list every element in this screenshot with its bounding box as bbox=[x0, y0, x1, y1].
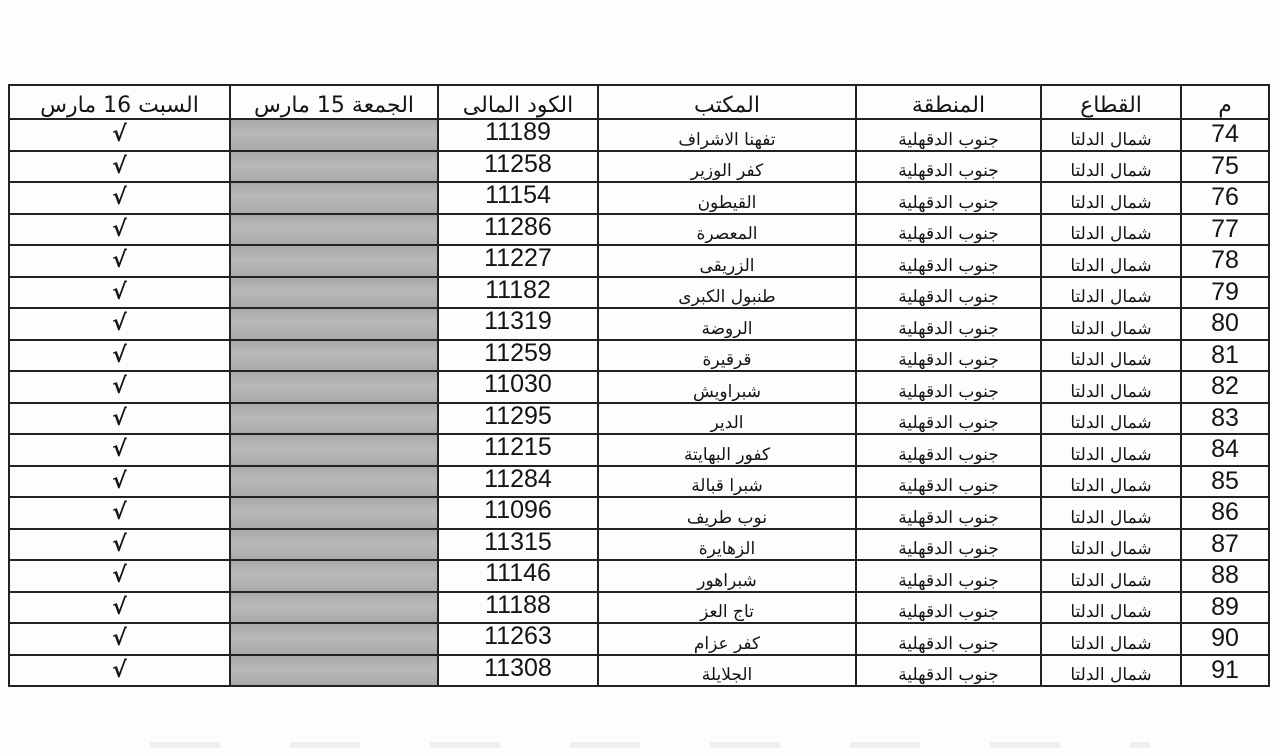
table-row bbox=[9, 245, 1269, 277]
saturday-check-cell: √ bbox=[9, 151, 230, 183]
region-cell: جنوب الدقهلية bbox=[856, 371, 1041, 403]
office-cell: تفهنا الاشراف bbox=[598, 119, 856, 151]
header-region: المنطقة bbox=[856, 85, 1041, 119]
sector-cell: شمال الدلتا bbox=[1041, 308, 1181, 340]
header-saturday: السبت 16 مارس bbox=[9, 85, 230, 119]
office-cell: كفور البهايتة bbox=[598, 434, 856, 466]
saturday-check-cell: √ bbox=[9, 214, 230, 246]
table-row bbox=[9, 308, 1269, 340]
code-cell: 11295 bbox=[438, 403, 598, 435]
friday-cell bbox=[230, 655, 438, 687]
office-cell: كفر عزام bbox=[598, 623, 856, 655]
table-body bbox=[9, 119, 1269, 686]
row-number: 85 bbox=[1181, 466, 1269, 498]
sector-cell: شمال الدلتا bbox=[1041, 340, 1181, 372]
office-cell: الزريقى bbox=[598, 245, 856, 277]
row-number: 80 bbox=[1181, 308, 1269, 340]
row-number: 83 bbox=[1181, 403, 1269, 435]
office-cell: كفر الوزير bbox=[598, 151, 856, 183]
code-cell: 11308 bbox=[438, 655, 598, 687]
saturday-check-cell: √ bbox=[9, 245, 230, 277]
table-row bbox=[9, 655, 1269, 687]
saturday-check-cell: √ bbox=[9, 340, 230, 372]
friday-cell bbox=[230, 592, 438, 624]
friday-cell bbox=[230, 434, 438, 466]
saturday-check-cell: √ bbox=[9, 277, 230, 309]
sector-cell: شمال الدلتا bbox=[1041, 151, 1181, 183]
table-header-row bbox=[9, 85, 1269, 119]
friday-cell bbox=[230, 308, 438, 340]
table-row bbox=[9, 434, 1269, 466]
friday-cell bbox=[230, 214, 438, 246]
row-number: 89 bbox=[1181, 592, 1269, 624]
office-cell: قرقيرة bbox=[598, 340, 856, 372]
office-cell: الزهايرة bbox=[598, 529, 856, 561]
code-cell: 11258 bbox=[438, 151, 598, 183]
row-number: 90 bbox=[1181, 623, 1269, 655]
code-cell: 11189 bbox=[438, 119, 598, 151]
row-number: 82 bbox=[1181, 371, 1269, 403]
row-number: 79 bbox=[1181, 277, 1269, 309]
sector-cell: شمال الدلتا bbox=[1041, 466, 1181, 498]
saturday-check-cell: √ bbox=[9, 529, 230, 561]
saturday-check-cell: √ bbox=[9, 434, 230, 466]
office-cell: طنبول الكبرى bbox=[598, 277, 856, 309]
code-cell: 11284 bbox=[438, 466, 598, 498]
friday-cell bbox=[230, 403, 438, 435]
region-cell: جنوب الدقهلية bbox=[856, 655, 1041, 687]
code-cell: 11319 bbox=[438, 308, 598, 340]
region-cell: جنوب الدقهلية bbox=[856, 119, 1041, 151]
code-cell: 11263 bbox=[438, 623, 598, 655]
friday-cell bbox=[230, 371, 438, 403]
region-cell: جنوب الدقهلية bbox=[856, 403, 1041, 435]
sector-cell: شمال الدلتا bbox=[1041, 245, 1181, 277]
region-cell: جنوب الدقهلية bbox=[856, 308, 1041, 340]
region-cell: جنوب الدقهلية bbox=[856, 466, 1041, 498]
table-row bbox=[9, 466, 1269, 498]
header-num: م bbox=[1181, 85, 1269, 119]
friday-cell bbox=[230, 623, 438, 655]
code-cell: 11315 bbox=[438, 529, 598, 561]
region-cell: جنوب الدقهلية bbox=[856, 245, 1041, 277]
office-cell: الجلايلة bbox=[598, 655, 856, 687]
region-cell: جنوب الدقهلية bbox=[856, 529, 1041, 561]
sector-cell: شمال الدلتا bbox=[1041, 592, 1181, 624]
friday-cell bbox=[230, 182, 438, 214]
code-cell: 11030 bbox=[438, 371, 598, 403]
saturday-check-cell: √ bbox=[9, 623, 230, 655]
row-number: 74 bbox=[1181, 119, 1269, 151]
saturday-check-cell: √ bbox=[9, 371, 230, 403]
table-row bbox=[9, 182, 1269, 214]
region-cell: جنوب الدقهلية bbox=[856, 151, 1041, 183]
row-number: 75 bbox=[1181, 151, 1269, 183]
office-cell: شبرا قبالة bbox=[598, 466, 856, 498]
friday-cell bbox=[230, 340, 438, 372]
saturday-check-cell: √ bbox=[9, 308, 230, 340]
code-cell: 11215 bbox=[438, 434, 598, 466]
friday-cell bbox=[230, 245, 438, 277]
friday-cell bbox=[230, 466, 438, 498]
friday-cell bbox=[230, 119, 438, 151]
region-cell: جنوب الدقهلية bbox=[856, 277, 1041, 309]
region-cell: جنوب الدقهلية bbox=[856, 623, 1041, 655]
code-cell: 11188 bbox=[438, 592, 598, 624]
sector-cell: شمال الدلتا bbox=[1041, 623, 1181, 655]
table-row bbox=[9, 560, 1269, 592]
code-cell: 11259 bbox=[438, 340, 598, 372]
code-cell: 11182 bbox=[438, 277, 598, 309]
saturday-check-cell: √ bbox=[9, 655, 230, 687]
code-cell: 11154 bbox=[438, 182, 598, 214]
friday-cell bbox=[230, 497, 438, 529]
table-row bbox=[9, 623, 1269, 655]
code-cell: 11096 bbox=[438, 497, 598, 529]
office-cell: شبراهور bbox=[598, 560, 856, 592]
friday-cell bbox=[230, 151, 438, 183]
region-cell: جنوب الدقهلية bbox=[856, 434, 1041, 466]
header-office: المكتب bbox=[598, 85, 856, 119]
table-row bbox=[9, 340, 1269, 372]
row-number: 87 bbox=[1181, 529, 1269, 561]
friday-cell bbox=[230, 277, 438, 309]
region-cell: جنوب الدقهلية bbox=[856, 182, 1041, 214]
office-cell: الروضة bbox=[598, 308, 856, 340]
header-code: الكود المالى bbox=[438, 85, 598, 119]
table-row bbox=[9, 403, 1269, 435]
table-row bbox=[9, 214, 1269, 246]
sector-cell: شمال الدلتا bbox=[1041, 277, 1181, 309]
row-number: 91 bbox=[1181, 655, 1269, 687]
table-row bbox=[9, 592, 1269, 624]
sector-cell: شمال الدلتا bbox=[1041, 529, 1181, 561]
table-row bbox=[9, 119, 1269, 151]
table-row bbox=[9, 529, 1269, 561]
sector-cell: شمال الدلتا bbox=[1041, 403, 1181, 435]
sector-cell: شمال الدلتا bbox=[1041, 434, 1181, 466]
sector-cell: شمال الدلتا bbox=[1041, 214, 1181, 246]
table-row bbox=[9, 497, 1269, 529]
header-sector: القطاع bbox=[1041, 85, 1181, 119]
friday-cell bbox=[230, 529, 438, 561]
office-cell: تاج العز bbox=[598, 592, 856, 624]
row-number: 77 bbox=[1181, 214, 1269, 246]
sector-cell: شمال الدلتا bbox=[1041, 371, 1181, 403]
row-number: 86 bbox=[1181, 497, 1269, 529]
saturday-check-cell: √ bbox=[9, 497, 230, 529]
saturday-check-cell: √ bbox=[9, 182, 230, 214]
header-friday: الجمعة 15 مارس bbox=[230, 85, 438, 119]
region-cell: جنوب الدقهلية bbox=[856, 560, 1041, 592]
region-cell: جنوب الدقهلية bbox=[856, 214, 1041, 246]
code-cell: 11227 bbox=[438, 245, 598, 277]
saturday-check-cell: √ bbox=[9, 592, 230, 624]
row-number: 88 bbox=[1181, 560, 1269, 592]
sector-cell: شمال الدلتا bbox=[1041, 655, 1181, 687]
office-cell: القيطون bbox=[598, 182, 856, 214]
saturday-check-cell: √ bbox=[9, 119, 230, 151]
office-cell: شبراويش bbox=[598, 371, 856, 403]
table-row bbox=[9, 371, 1269, 403]
office-cell: المعصرة bbox=[598, 214, 856, 246]
sector-cell: شمال الدلتا bbox=[1041, 560, 1181, 592]
sector-cell: شمال الدلتا bbox=[1041, 497, 1181, 529]
saturday-check-cell: √ bbox=[9, 560, 230, 592]
saturday-check-cell: √ bbox=[9, 466, 230, 498]
row-number: 78 bbox=[1181, 245, 1269, 277]
row-number: 81 bbox=[1181, 340, 1269, 372]
friday-cell bbox=[230, 560, 438, 592]
sector-cell: شمال الدلتا bbox=[1041, 119, 1181, 151]
code-cell: 11286 bbox=[438, 214, 598, 246]
row-number: 84 bbox=[1181, 434, 1269, 466]
region-cell: جنوب الدقهلية bbox=[856, 340, 1041, 372]
office-cell: الدير bbox=[598, 403, 856, 435]
table-row bbox=[9, 151, 1269, 183]
table-row bbox=[9, 277, 1269, 309]
offices-schedule-table bbox=[8, 84, 1270, 687]
scan-artifact bbox=[150, 742, 1150, 748]
region-cell: جنوب الدقهلية bbox=[856, 592, 1041, 624]
row-number: 76 bbox=[1181, 182, 1269, 214]
saturday-check-cell: √ bbox=[9, 403, 230, 435]
sector-cell: شمال الدلتا bbox=[1041, 182, 1181, 214]
office-cell: نوب طريف bbox=[598, 497, 856, 529]
region-cell: جنوب الدقهلية bbox=[856, 497, 1041, 529]
code-cell: 11146 bbox=[438, 560, 598, 592]
